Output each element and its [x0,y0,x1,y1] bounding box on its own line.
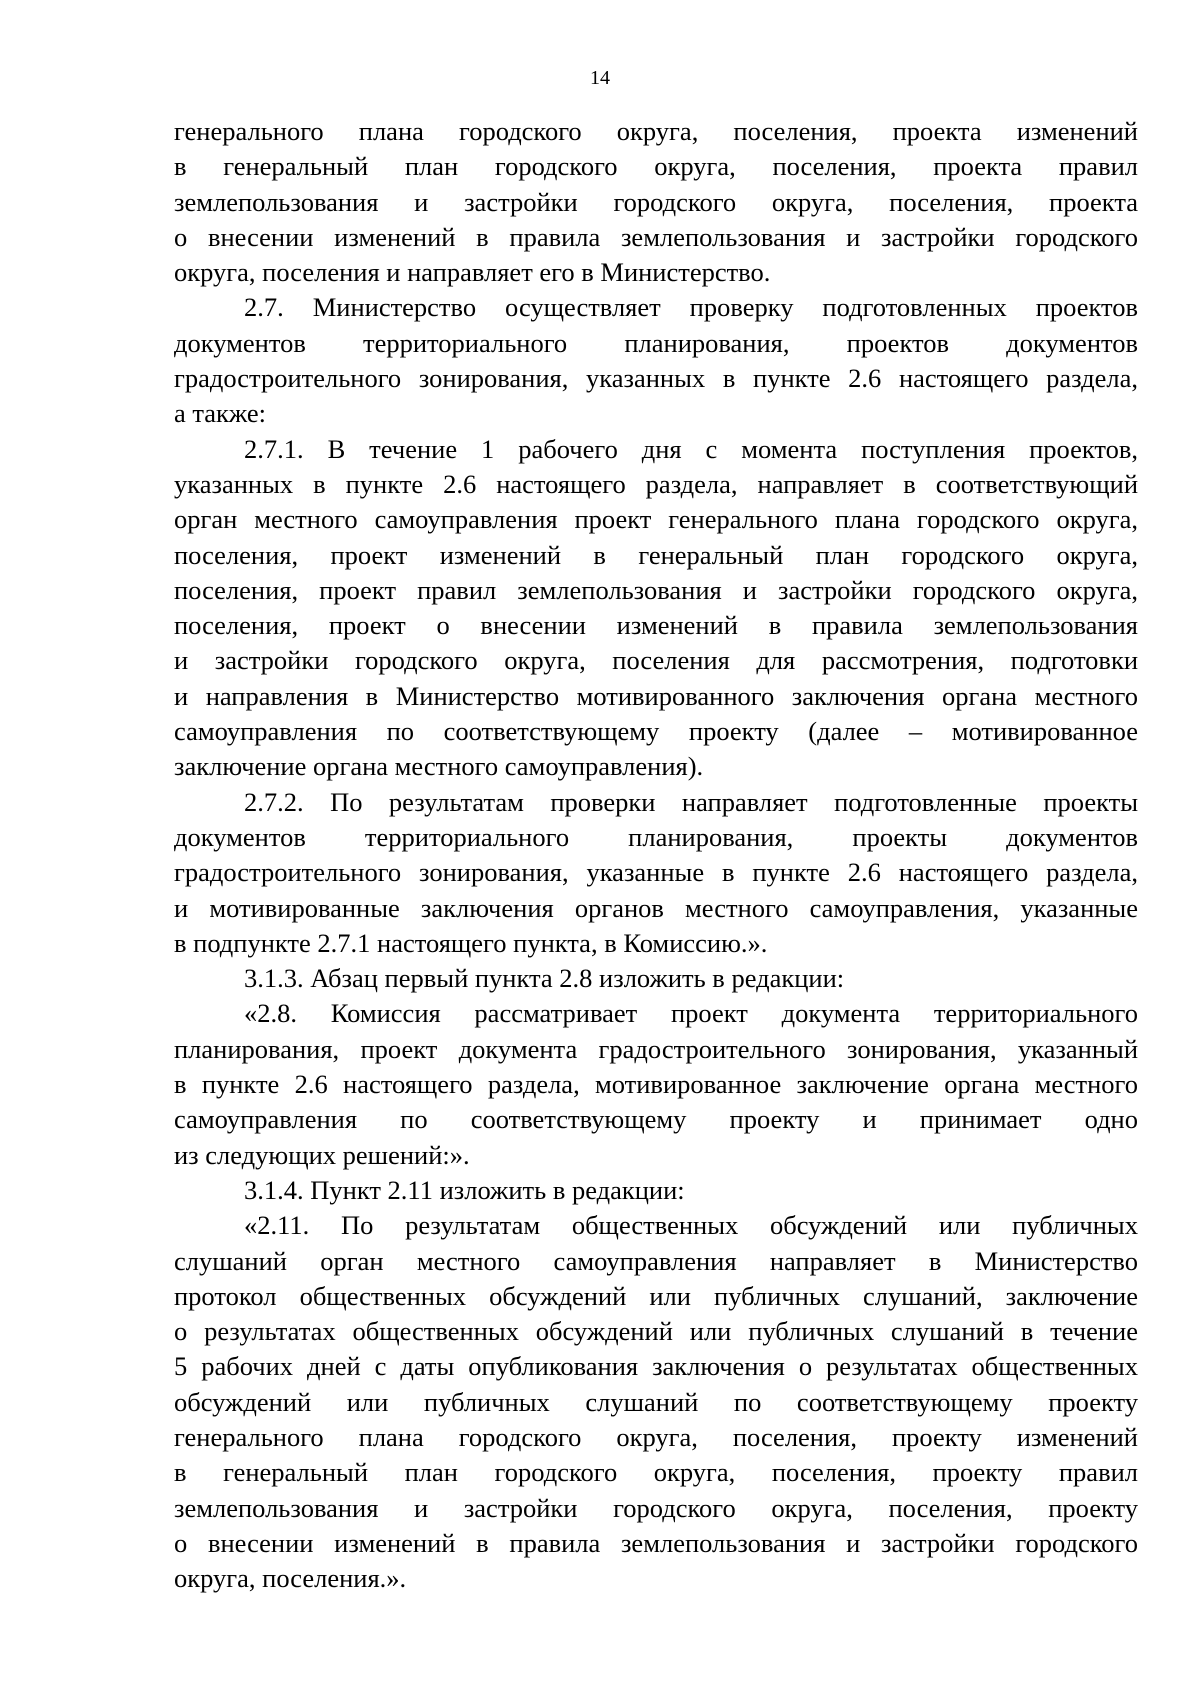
text-line: документов территориального планирования, проектов документов [174,327,1138,358]
text-line: о результатах общественных обсуждений или публичных слушаний в течение [174,1316,1138,1347]
text-line: землепользования и застройки городского округа, поселения, проекту [174,1492,1138,1523]
document-body [174,114,1138,1596]
text-line: округа, поселения и направляет его в Министерство. [174,257,771,288]
text-line: в генеральный план городского округа, поселения, проекту правил [174,1457,1138,1488]
text-line: 2.7.2. По результатам проверки направляет подготовленные проекты [244,786,1138,817]
page-number: 14 [590,67,610,89]
text-line: протокол общественных обсуждений или публичных слушаний, заключение [174,1280,1138,1311]
text-line: генерального плана городского округа, поселения, проекту изменений [174,1421,1138,1452]
text-line: 2.7.1. В течение 1 рабочего дня с момента поступления проектов, [244,433,1138,464]
text-line: и мотивированные заключения органов местного самоуправления, указанные [174,892,1138,923]
text-line: самоуправления по соответствующему проекту (далее – мотивированное [174,716,1138,747]
text-line: в подпункте 2.7.1 настоящего пункта, в Комиссию.». [174,927,768,958]
text-line: генерального плана городского округа, поселения, проекта изменений [174,116,1138,146]
text-line: поселения, проект правил землепользования и застройки городского округа, [174,574,1138,605]
text-line: градостроительного зонирования, указанных в пункте 2.6 настоящего раздела, [174,363,1138,394]
text-line: в генеральный план городского округа, поселения, проекта правил [174,151,1138,182]
text-line: а также: [174,398,267,429]
text-line: из следующих решений:». [174,1139,470,1170]
text-line: 2.7. Министерство осуществляет проверку подготовленных проектов [244,292,1138,323]
text-line: 3.1.4. Пункт 2.11 изложить в редакции: [244,1174,685,1205]
text-line: обсуждений или публичных слушаний по соответствующему проекту [174,1386,1138,1417]
text-line: 5 рабочих дней с даты опубликования заключения о результатах общественных [174,1351,1138,1382]
text-line: указанных в пункте 2.6 настоящего раздела, направляет в соответствующий [174,468,1138,499]
text-line: и направления в Министерство мотивированного заключения органа местного [174,680,1138,711]
text-line: слушаний орган местного самоуправления направляет в Министерство [174,1245,1138,1276]
text-line: и застройки городского округа, поселения для рассмотрения, подготовки [174,645,1138,676]
text-line: о внесении изменений в правила землепользования и застройки городского [174,221,1138,252]
text-line: о внесении изменений в правила землепользования и застройки городского [174,1527,1138,1558]
text-line: округа, поселения.». [174,1563,407,1594]
text-line: самоуправления по соответствующему проекту и принимает одно [174,1104,1138,1135]
text-line: «2.11. По результатам общественных обсуждений или публичных [244,1210,1138,1241]
text-line: в пункте 2.6 настоящего раздела, мотивированное заключение органа местного [174,1069,1138,1100]
text-line: землепользования и застройки городского округа, поселения, проекта [174,186,1138,217]
text-line: поселения, проект о внесении изменений в правила землепользования [174,610,1138,641]
text-line: документов территориального планирования, проекты документов [174,821,1138,852]
text-line: 3.1.3. Абзац первый пункта 2.8 изложить в редакции: [244,963,845,994]
text-line: градостроительного зонирования, указанные в пункте 2.6 настоящего раздела, [174,857,1138,888]
text-line: заключение органа местного самоуправления). [174,751,704,782]
text-line: планирования, проект документа градостроительного зонирования, указанный [174,1033,1138,1064]
text-line: поселения, проект изменений в генеральный план городского округа, [174,539,1138,570]
text-line: «2.8. Комиссия рассматривает проект документа территориального [244,998,1138,1029]
text-line: орган местного самоуправления проект генерального плана городского округа, [174,504,1138,535]
